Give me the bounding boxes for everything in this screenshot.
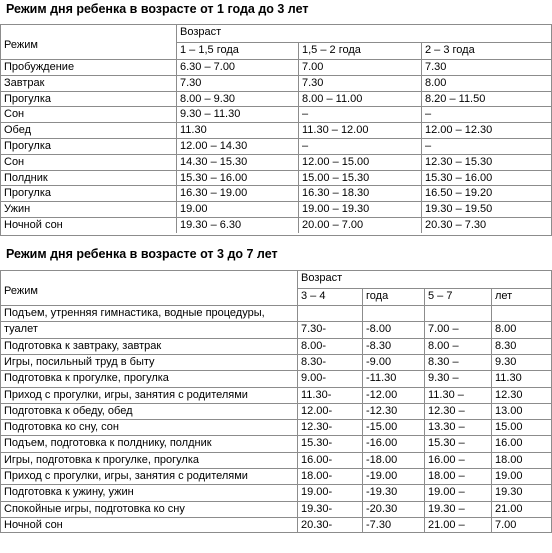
row-value: 8.20 – 11.50 <box>421 91 552 106</box>
row-value: 12.00- <box>297 403 362 419</box>
age-column-header: 1 – 1,5 года <box>176 42 298 60</box>
row-label: Приход с прогулки, игры, занятия с родителями <box>0 468 297 484</box>
row-label: Завтрак <box>0 75 176 91</box>
row-value: 20.30- <box>297 517 362 533</box>
row-label: Подготовка к завтраку, завтрак <box>0 338 297 354</box>
row-value: 8.00 <box>421 75 552 91</box>
schedule-table-3-7-years <box>0 270 552 533</box>
row-value: 7.30 <box>176 75 298 91</box>
row-value: 19.00 – 19.30 <box>298 201 421 217</box>
row-value: – <box>298 138 421 154</box>
row-value <box>424 305 491 321</box>
row-value: 7.00 – <box>424 321 491 338</box>
row-value: -12.00 <box>362 387 424 403</box>
row-value: -15.00 <box>362 419 424 435</box>
row-value: 8.00 – 11.00 <box>298 91 421 106</box>
row-value: 7.00 <box>491 517 552 533</box>
row-label: Подъем, подготовка к полднику, полдник <box>0 435 297 452</box>
row-label: Приход с прогулки, игры, занятия с родителями <box>0 387 297 403</box>
row-value: 8.30- <box>297 354 362 370</box>
row-value: -12.30 <box>362 403 424 419</box>
row-value: 21.00 – <box>424 517 491 533</box>
row-value: – <box>298 106 421 122</box>
row-value: 8.30 – <box>424 354 491 370</box>
table2-title: Режим дня ребенка в возрасте от 3 до 7 лет <box>6 247 278 261</box>
row-label: Ужин <box>0 201 176 217</box>
row-value: 16.30 – 18.30 <box>298 185 421 201</box>
row-label: Игры, посильный труд в быту <box>0 354 297 370</box>
row-value: 15.00 – 15.30 <box>298 170 421 185</box>
row-value: -19.30 <box>362 484 424 501</box>
row-value: 16.00- <box>297 452 362 468</box>
row-value: -11.30 <box>362 370 424 387</box>
row-value: -16.00 <box>362 435 424 452</box>
row-label: Подготовка к прогулке, прогулка <box>0 370 297 387</box>
row-value: 9.30 – 11.30 <box>176 106 298 122</box>
row-label: Полдник <box>0 170 176 185</box>
row-label: Подготовка к ужину, ужин <box>0 484 297 501</box>
row-value: – <box>421 106 552 122</box>
row-label: Подготовка ко сну, сон <box>0 419 297 435</box>
age-column-header: 2 – 3 года <box>421 42 552 60</box>
row-value: 19.30- <box>297 501 362 517</box>
row-value: 15.30 – 16.00 <box>176 170 298 185</box>
header-age-group: Возраст <box>297 270 552 288</box>
row-value: 19.30 <box>491 484 552 501</box>
row-label: Сон <box>0 154 176 170</box>
row-value: 7.30- <box>297 321 362 338</box>
row-label: Подъем, утренняя гимнастика, водные процедуры, <box>0 305 297 321</box>
age-subheader: лет <box>491 288 552 306</box>
row-value: -9.00 <box>362 354 424 370</box>
row-value: 12.30 – <box>424 403 491 419</box>
row-value: 20.00 – 7.00 <box>298 217 421 233</box>
row-value <box>297 305 362 321</box>
header-mode: Режим <box>0 270 297 305</box>
row-value: 8.30 <box>491 338 552 354</box>
row-value: 9.30 – <box>424 370 491 387</box>
row-value: 12.30- <box>297 419 362 435</box>
row-label: Пробуждение <box>0 59 176 75</box>
row-value: 18.00 – <box>424 468 491 484</box>
row-value: 16.00 <box>491 435 552 452</box>
row-label: Обед <box>0 122 176 138</box>
row-value: 9.30 <box>491 354 552 370</box>
row-value: 8.00 – <box>424 338 491 354</box>
row-value: 11.30- <box>297 387 362 403</box>
row-value: 11.30 – 12.00 <box>298 122 421 138</box>
row-label: Прогулка <box>0 138 176 154</box>
row-label: Прогулка <box>0 185 176 201</box>
row-value: 8.00 – 9.30 <box>176 91 298 106</box>
row-value <box>362 305 424 321</box>
row-value: 12.00 – 14.30 <box>176 138 298 154</box>
row-value: 19.30 – 19.50 <box>421 201 552 217</box>
row-value: 13.00 <box>491 403 552 419</box>
row-value: 15.30 – <box>424 435 491 452</box>
row-value: -7.30 <box>362 517 424 533</box>
row-value: 15.00 <box>491 419 552 435</box>
row-value <box>491 305 552 321</box>
row-value: 14.30 – 15.30 <box>176 154 298 170</box>
header-mode: Режим <box>0 24 176 59</box>
row-value: 20.30 – 7.30 <box>421 217 552 233</box>
row-value: 15.30 – 16.00 <box>421 170 552 185</box>
row-value: 19.00- <box>297 484 362 501</box>
table1-title: Режим дня ребенка в возрасте от 1 года до 3 лет <box>6 2 309 16</box>
row-value: 12.00 – 15.00 <box>298 154 421 170</box>
row-value: 12.30 <box>491 387 552 403</box>
row-value: 18.00- <box>297 468 362 484</box>
row-value: – <box>421 138 552 154</box>
row-value: 15.30- <box>297 435 362 452</box>
row-value: 9.00- <box>297 370 362 387</box>
row-value: 18.00 <box>491 452 552 468</box>
row-value: 8.00 <box>491 321 552 338</box>
row-value: 19.00 – <box>424 484 491 501</box>
row-value: 12.00 – 12.30 <box>421 122 552 138</box>
row-value: 11.30 <box>491 370 552 387</box>
row-value: 19.30 – <box>424 501 491 517</box>
row-value: 11.30 <box>176 122 298 138</box>
age-column-header: 1,5 – 2 года <box>298 42 421 60</box>
row-label: Ночной сон <box>0 517 297 533</box>
row-value: 21.00 <box>491 501 552 517</box>
row-value: 6.30 – 7.00 <box>176 59 298 75</box>
row-value: 19.00 <box>491 468 552 484</box>
row-value: 19.30 – 6.30 <box>176 217 298 233</box>
row-value: 13.30 – <box>424 419 491 435</box>
row-value: 11.30 – <box>424 387 491 403</box>
row-value: -8.00 <box>362 321 424 338</box>
row-label: Сон <box>0 106 176 122</box>
age-subheader: 5 – 7 <box>424 288 491 306</box>
row-value: 16.50 – 19.20 <box>421 185 552 201</box>
row-value: 7.00 <box>298 59 421 75</box>
row-label: туалет <box>0 321 297 338</box>
row-label: Прогулка <box>0 91 176 106</box>
row-label: Игры, подготовка к прогулке, прогулка <box>0 452 297 468</box>
row-label: Ночной сон <box>0 217 176 233</box>
row-value: 8.00- <box>297 338 362 354</box>
row-value: 12.30 – 15.30 <box>421 154 552 170</box>
row-value: 7.30 <box>298 75 421 91</box>
row-label: Спокойные игры, подготовка ко сну <box>0 501 297 517</box>
age-subheader: года <box>362 288 424 306</box>
row-value: 7.30 <box>421 59 552 75</box>
schedule-table-1-3-years <box>0 24 552 236</box>
row-value: -20.30 <box>362 501 424 517</box>
row-value: 16.00 – <box>424 452 491 468</box>
row-value: 16.30 – 19.00 <box>176 185 298 201</box>
age-subheader: 3 – 4 <box>297 288 362 306</box>
row-value: -18.00 <box>362 452 424 468</box>
row-value: -8.30 <box>362 338 424 354</box>
row-label: Подготовка к обеду, обед <box>0 403 297 419</box>
row-value: -19.00 <box>362 468 424 484</box>
header-age-group: Возраст <box>176 24 552 42</box>
row-value: 19.00 <box>176 201 298 217</box>
